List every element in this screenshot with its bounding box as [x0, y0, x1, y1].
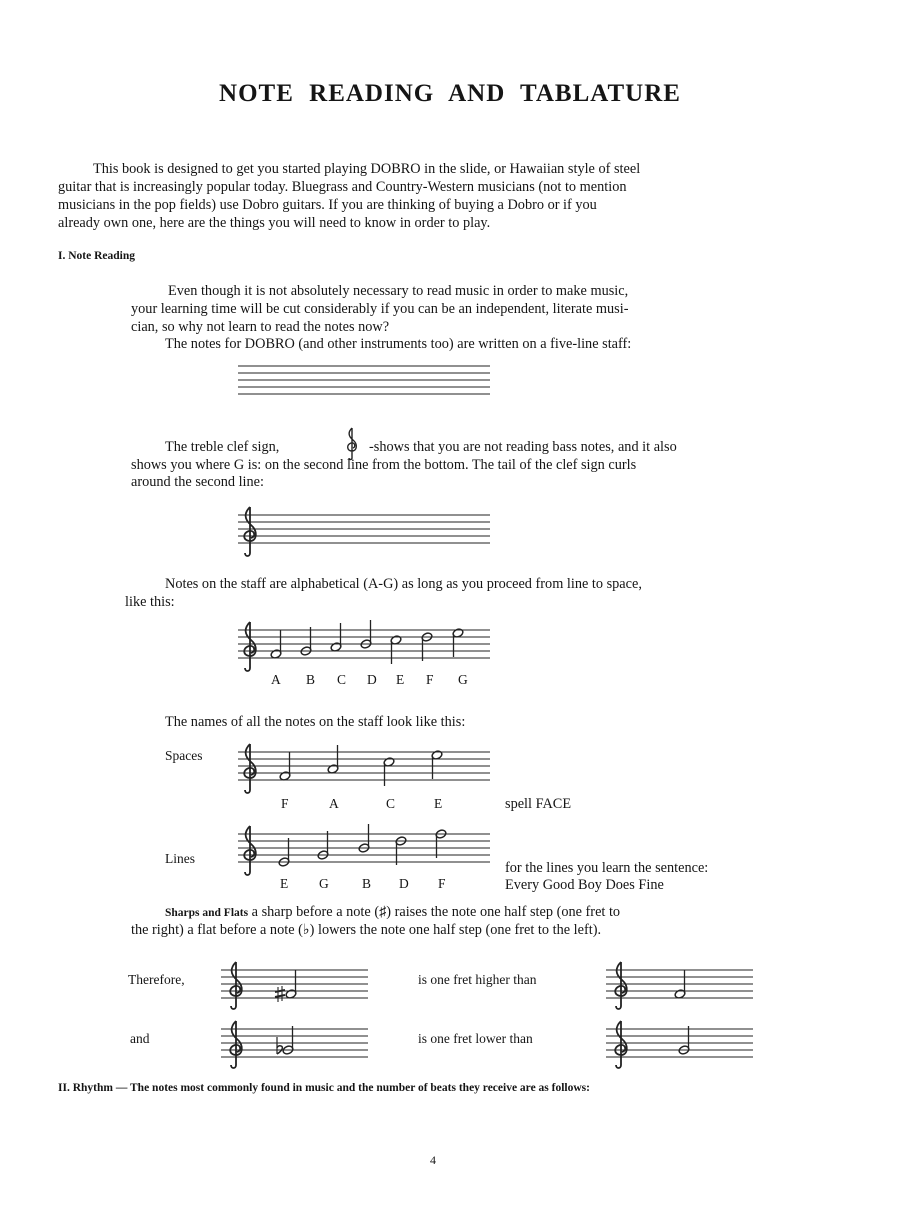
note-label-e: E	[396, 672, 405, 687]
treble-clef-icon	[244, 622, 256, 671]
line-note-g: G	[319, 876, 329, 891]
note-label-c: C	[337, 672, 347, 687]
flats-text-2b: ) lowers the note one half step (one fret to the left).	[309, 922, 602, 938]
half-note	[678, 1026, 690, 1055]
half-note	[300, 627, 312, 656]
half-note	[278, 838, 290, 867]
lines-label: Lines	[165, 851, 195, 866]
treble-line-1b: -shows that you are not reading bass notes, and it also	[369, 439, 677, 455]
spell-face-caption: spell FACE	[505, 796, 572, 812]
sharps-flats-heading: Sharps and Flats	[165, 907, 249, 919]
half-note	[383, 757, 395, 786]
sharp-icon	[275, 986, 285, 1002]
note-reading-line-2: your learning time will be cut considerably if you can be an independent, literate musi-	[131, 301, 629, 317]
half-note	[452, 628, 464, 657]
half-note	[395, 836, 407, 865]
space-note-f: F	[281, 796, 289, 811]
alpha-line-1: Notes on the staff are alphabetical (A-G) as long as you proceed from line to space,	[165, 576, 642, 592]
treble-line-2: shows you where G is: on the second line from the bottom. The tail of the clef sign curls	[131, 457, 637, 473]
line-note-d: D	[399, 876, 409, 891]
five-line-staff-text: The notes for DOBRO (and other instruments too) are written on a five-line staff:	[165, 336, 632, 352]
half-note	[421, 632, 433, 661]
flat-symbol-icon: ♭	[302, 922, 310, 938]
treble-line-1a: The treble clef sign,	[165, 439, 280, 455]
treble-clef-icon	[230, 962, 242, 1009]
line-note-f: F	[438, 876, 446, 891]
half-note	[358, 824, 370, 853]
flat-icon	[277, 1037, 282, 1054]
half-note	[435, 829, 447, 858]
treble-clef-icon	[230, 1021, 242, 1068]
higher-than-text: is one fret higher than	[418, 972, 537, 987]
staff-a-flat	[221, 1019, 371, 1069]
note-label-g: G	[458, 672, 468, 687]
staff-g-natural-1	[606, 960, 756, 1010]
staff-spaces	[238, 740, 493, 796]
intro-line-3: musicians in the pop fields) use Dobro guitars. If you are thinking of buying a Dobro or if you	[58, 197, 597, 213]
note-label-d: D	[367, 672, 377, 687]
lines-caption-1: for the lines you learn the sentence:	[505, 860, 709, 876]
sharp-symbol-icon: ♯	[379, 904, 387, 920]
space-note-c: C	[386, 796, 396, 811]
half-note	[282, 1026, 294, 1055]
line-note-e: E	[280, 876, 289, 891]
sharps-text-1b: ) raises the note one half step (one fret to	[386, 904, 621, 920]
half-note	[390, 635, 402, 664]
space-note-e: E	[434, 796, 443, 811]
sharps-text-1a: a sharp before a note (	[251, 904, 380, 920]
section-heading-rhythm: II. Rhythm — The notes most commonly found in music and the number of beats they receive are as follows:	[58, 1082, 590, 1094]
page-title: NOTE READING AND TABLATURE	[219, 80, 681, 107]
treble-clef-icon	[615, 962, 627, 1009]
treble-clef-icon	[615, 1021, 627, 1068]
treble-line-3: around the second line:	[131, 474, 265, 490]
note-label-f: F	[426, 672, 434, 687]
note-label-b: B	[306, 672, 316, 687]
space-note-a: A	[329, 796, 339, 811]
note-names-intro: The names of all the notes on the staff look like this:	[165, 714, 466, 730]
staff-a-natural	[606, 1019, 756, 1069]
section-heading-note-reading: I. Note Reading	[58, 250, 135, 262]
lower-than-text: is one fret lower than	[418, 1031, 533, 1046]
therefore-label: Therefore,	[128, 972, 185, 987]
half-note	[431, 750, 443, 779]
staff-lines	[238, 822, 493, 878]
half-note	[285, 970, 297, 999]
note-reading-line-1: Even though it is not absolutely necessary to read music in order to make music,	[168, 283, 629, 299]
sharps-flats-line-1	[165, 903, 620, 922]
flats-text-2a: the right) a flat before a note (	[131, 922, 303, 938]
half-note	[279, 752, 291, 781]
spaces-label: Spaces	[165, 748, 203, 763]
and-label: and	[130, 1031, 150, 1046]
half-note	[327, 745, 339, 774]
lines-caption-2: Every Good Boy Does Fine	[505, 877, 664, 893]
page-number: 4	[430, 1153, 436, 1167]
intro-line-2: guitar that is increasingly popular today. Bluegrass and Country-Western musicians (not to mention	[58, 179, 627, 195]
treble-clef-icon	[244, 826, 256, 875]
half-note	[330, 623, 342, 652]
half-note	[270, 630, 282, 659]
half-note	[360, 620, 372, 649]
treble-clef-icon	[244, 744, 256, 793]
staff-alphabetical	[238, 618, 493, 674]
note-reading-line-3: cian, so why not learn to read the notes now?	[131, 319, 390, 335]
treble-clef-icon	[244, 507, 256, 556]
note-label-a: A	[271, 672, 281, 687]
staff-with-clef	[238, 503, 493, 561]
line-note-b: B	[362, 876, 372, 891]
half-note	[674, 970, 686, 999]
alpha-line-2: like this:	[125, 594, 175, 610]
treble-clef-icon	[344, 426, 360, 460]
intro-line-4: already own one, here are the things you will need to know in order to play.	[58, 215, 491, 231]
half-note	[317, 831, 329, 860]
intro-line-1: This book is designed to get you started playing DOBRO in the slide, or Hawaiian style of steel	[93, 161, 641, 177]
sharps-flats-line-2	[131, 921, 601, 939]
empty-staff	[238, 362, 493, 398]
staff-g-sharp	[221, 960, 371, 1010]
